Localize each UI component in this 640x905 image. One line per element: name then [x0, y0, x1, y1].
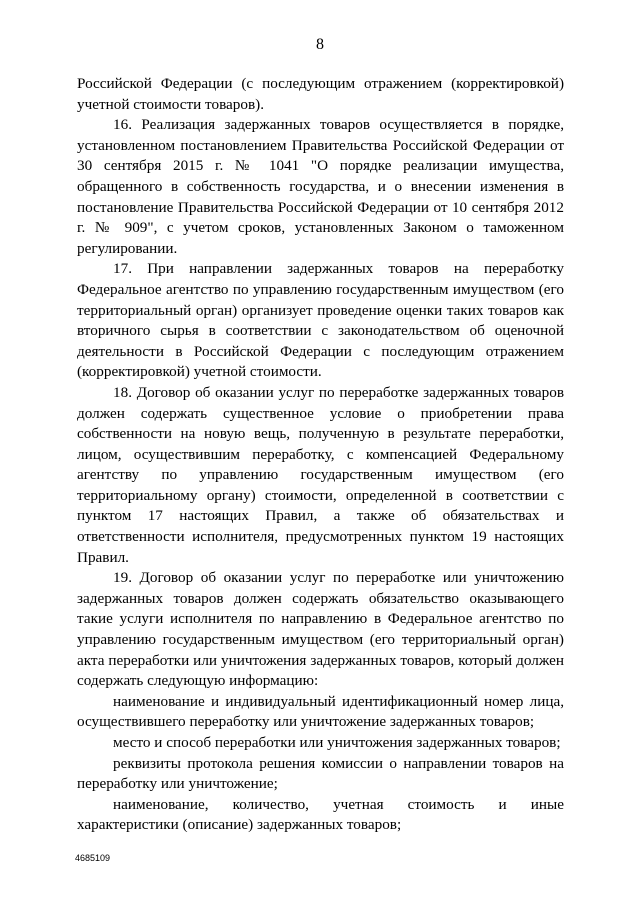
paragraph-continuation: Российской Федерации (с последующим отражением (корректировкой) учетной стоимости товаров).	[77, 75, 564, 113]
paragraph-18: 18. Договор об оказании услуг по переработке задержанных товаров должен содержать существенное условие о приобретении права собственности на новую вещь, полученную в результате переработки, лицом, осуществившим переработку, с компенсацией Федеральному агентству по управлению государственным имуществом (его территориальному органу) стоимости, определенной в соответствии с пунктом 17 настоящих Правил, а также об обязательствах и ответственности исполнителя, предусмотренных пунктом 19 настоящих Правил.	[77, 383, 564, 566]
list-item-identification: наименование и индивидуальный идентификационный номер лица, осуществившего переработку или уничтожение задержанных товаров;	[77, 692, 564, 731]
document-code: 4685109	[75, 853, 111, 863]
paragraph-16: 16. Реализация задержанных товаров осуществляется в порядке, установленном постановлением Правительства Российской Федерации от 30 сентября 2015 г. № 1041 "О порядке реализации имущества, обращенного в собственность государства, и о внесении изменения в постановление Правительства Российской Федерации от 10 сентября 2012 г. № 909", с учетом сроков, установленных Законом о таможенном регулировании.	[77, 116, 564, 257]
page-number: 8	[316, 36, 324, 53]
list-item-protocol: реквизиты протокола решения комиссии о направлении товаров на переработку или уничтожение;	[77, 754, 564, 793]
document-body	[77, 74, 564, 836]
list-item-place-method: место и способ переработки или уничтожения задержанных товаров;	[113, 734, 561, 751]
paragraph-17: 17. При направлении задержанных товаров на переработку Федеральное агентство по управлению государственным имуществом (его территориальный орган) организует проведение оценки таких товаров как вторичного сырья в соответствии с законодательством об оценочной деятельности в Российской Федерации с последующим отражением (корректировкой) учетной стоимости.	[77, 260, 564, 381]
list-item-characteristics: наименование, количество, учетная стоимость и иные характеристики (описание) задержанных товаров;	[77, 795, 564, 834]
paragraph-19: 19. Договор об оказании услуг по переработке или уничтожению задержанных товаров должен содержать обязательство оказывающего такие услуги исполнителя по направлению в Федеральное агентство по управлению государственным имуществом (его территориальный орган) акта переработки или уничтожения задержанных товаров, который должен содержать следующую информацию:	[77, 569, 564, 690]
